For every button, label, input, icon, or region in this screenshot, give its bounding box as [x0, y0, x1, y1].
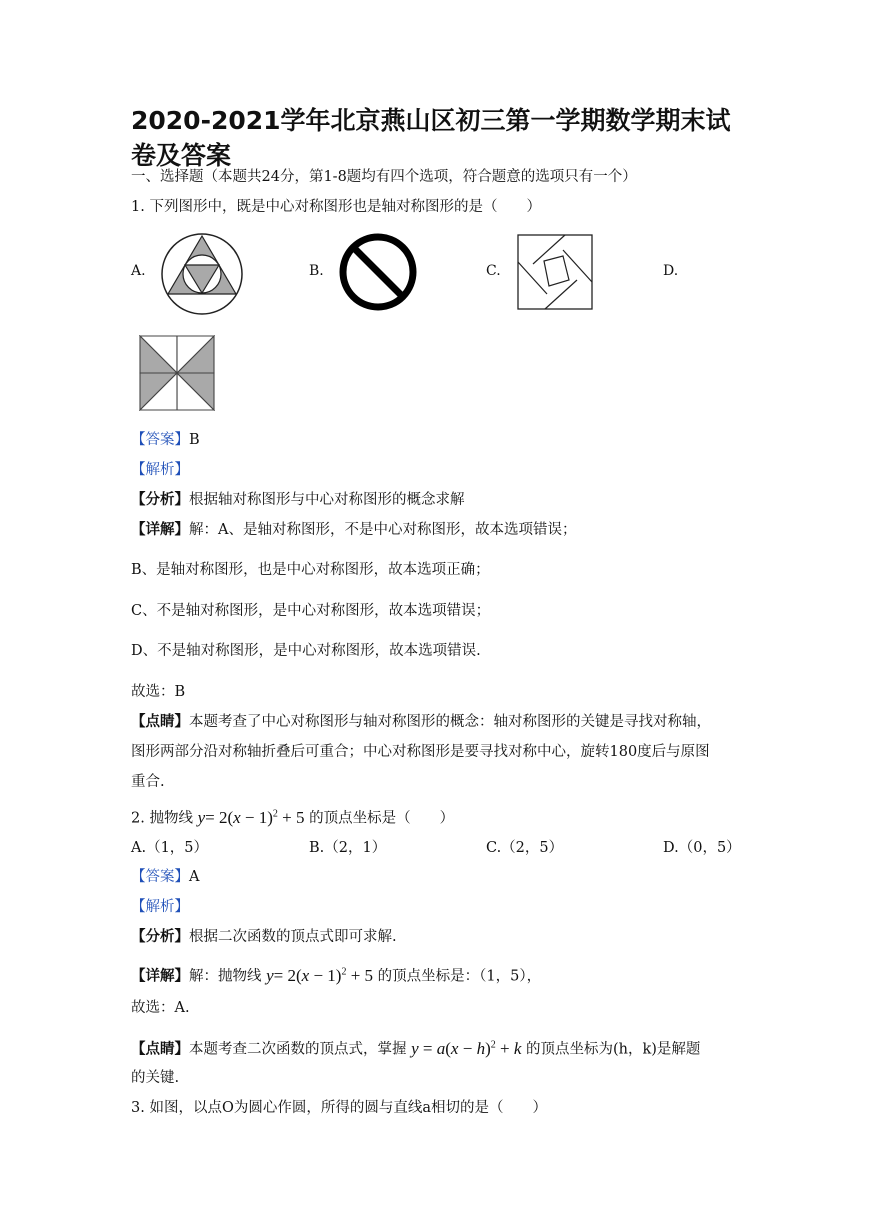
q1-dianjing-3: 重合. [131, 774, 165, 790]
fenxi-tag: 【分析】 [131, 491, 189, 508]
square-pinwheel-figure [517, 234, 593, 310]
formula-close: ) [485, 1038, 491, 1058]
formula-eq: = [418, 1038, 437, 1058]
formula-tail: + 5 [277, 807, 305, 827]
answer-tag: 【答案】 [131, 432, 189, 448]
answer-value: A [189, 869, 200, 885]
q1-line-b: B、是轴对称图形，也是中心对称图形，故本选项正确； [131, 562, 490, 578]
q1-choice: 故选：B [131, 684, 186, 700]
no-sign-figure [338, 232, 418, 312]
q2-stem-post: 的顶点坐标是（ ） [309, 810, 455, 827]
q1-answer [131, 430, 200, 450]
dianjing-tag: 【点睛】 [131, 713, 189, 730]
formula-open: ( [445, 1038, 451, 1058]
q1-line-c: C、不是轴对称图形，是中心对称图形，故本选项错误； [131, 603, 491, 619]
formula-plus: + [495, 1038, 514, 1058]
formula-coef: = 2( [205, 807, 234, 827]
fenxi-text: 根据二次函数的顶点式即可求解. [189, 929, 397, 945]
q2-option-b: B.（2，1） [309, 840, 387, 856]
formula-exp: 2 [272, 808, 278, 819]
formula-minus: − [458, 1038, 477, 1058]
q2-formula [198, 808, 305, 827]
q2-dianjing-2: 的关键. [131, 1070, 180, 1086]
xiangjie-pre: 解：抛物线 [189, 968, 262, 985]
formula-k: k [513, 1038, 522, 1058]
q2-option-a: A.（1，5） [131, 840, 209, 856]
q1-xiangjie [131, 520, 576, 540]
dianjing-text: 本题考查了中心对称图形与轴对称图形的概念：轴对称图形的关键是寻找对称轴， [189, 714, 711, 730]
formula-a: a [436, 1038, 446, 1058]
formula-x: x [450, 1038, 459, 1058]
q2-formula-2 [266, 966, 373, 985]
formula-y: y [266, 965, 274, 985]
q1-line-d: D、不是轴对称图形，是中心对称图形，故本选项错误. [131, 643, 481, 659]
q2-option-d: D.（0，5） [663, 840, 741, 856]
windmill-figure [139, 335, 215, 411]
answer-tag: 【答案】 [131, 869, 189, 885]
q2-choice: 故选：A. [131, 1000, 190, 1016]
q1-option-c-label: C. [486, 263, 501, 279]
q1-option-a-label: A. [131, 263, 146, 279]
fenxi-text: 根据轴对称图形与中心对称图形的概念求解 [189, 492, 465, 508]
dianjing-pre: 本题考查二次函数的顶点式，掌握 [189, 1041, 407, 1058]
formula-y: y [411, 1038, 419, 1058]
fenxi-tag: 【分析】 [131, 928, 189, 945]
vertex-form-formula [411, 1039, 521, 1058]
formula-exp: 2 [490, 1039, 496, 1050]
xiangjie-text: 解：A、是轴对称图形，不是中心对称图形，故本选项错误； [189, 522, 577, 538]
formula-coef: = 2( [273, 965, 302, 985]
page-title: 2020-2021学年北京燕山区初三第一学期数学期末试卷及答案 [131, 106, 731, 170]
q2-xiangjie [131, 962, 541, 987]
q1-option-d-label: D. [663, 263, 679, 279]
q1-dianjing-2: 图形两部分沿对称轴折叠后可重合；中心对称图形是要寻找对称中心，旋转180度后与原图 [131, 744, 710, 760]
formula-tail: + 5 [346, 965, 374, 985]
formula-x: x [301, 965, 310, 985]
q2-option-c: C.（2，5） [486, 840, 564, 856]
section-heading: 一、选择题（本题共24分，第1-8题均有四个选项，符合题意的选项只有一个） [131, 169, 637, 185]
q2-stem [131, 804, 454, 829]
formula-y: y [197, 807, 206, 827]
xiangjie-tag: 【详解】 [131, 521, 189, 538]
formula-x: x [233, 807, 241, 827]
q3-stem: 3. 如图，以点O为圆心作圆，所得的圆与直线a相切的是（ ） [131, 1100, 547, 1116]
q2-analysis-tag: 【解析】 [131, 899, 189, 915]
q1-analysis-tag: 【解析】 [131, 462, 189, 478]
q2-stem-pre: 2. 抛物线 [131, 810, 193, 827]
q2-answer [131, 867, 199, 887]
circle-triangle-figure [160, 232, 244, 316]
q1-stem: 1. 下列图形中，既是中心对称图形也是轴对称图形的是（ ） [131, 199, 541, 215]
dianjing-tag: 【点睛】 [131, 1040, 189, 1058]
formula-rest: − 1) [240, 807, 273, 827]
formula-exp: 2 [341, 966, 347, 977]
q2-dianjing-1 [131, 1035, 700, 1060]
formula-h: h [476, 1038, 486, 1058]
formula-rest: − 1) [309, 965, 342, 985]
xiangjie-post: 的顶点坐标是：（1，5）， [377, 968, 542, 985]
q1-dianjing-1 [131, 712, 711, 732]
answer-value: B [189, 432, 200, 448]
xiangjie-tag: 【详解】 [131, 967, 189, 985]
q1-option-b-label: B. [309, 263, 324, 279]
q1-fenxi [131, 490, 465, 510]
dianjing-post: 的顶点坐标为(h，k)是解题 [525, 1041, 701, 1058]
q2-fenxi [131, 927, 397, 947]
